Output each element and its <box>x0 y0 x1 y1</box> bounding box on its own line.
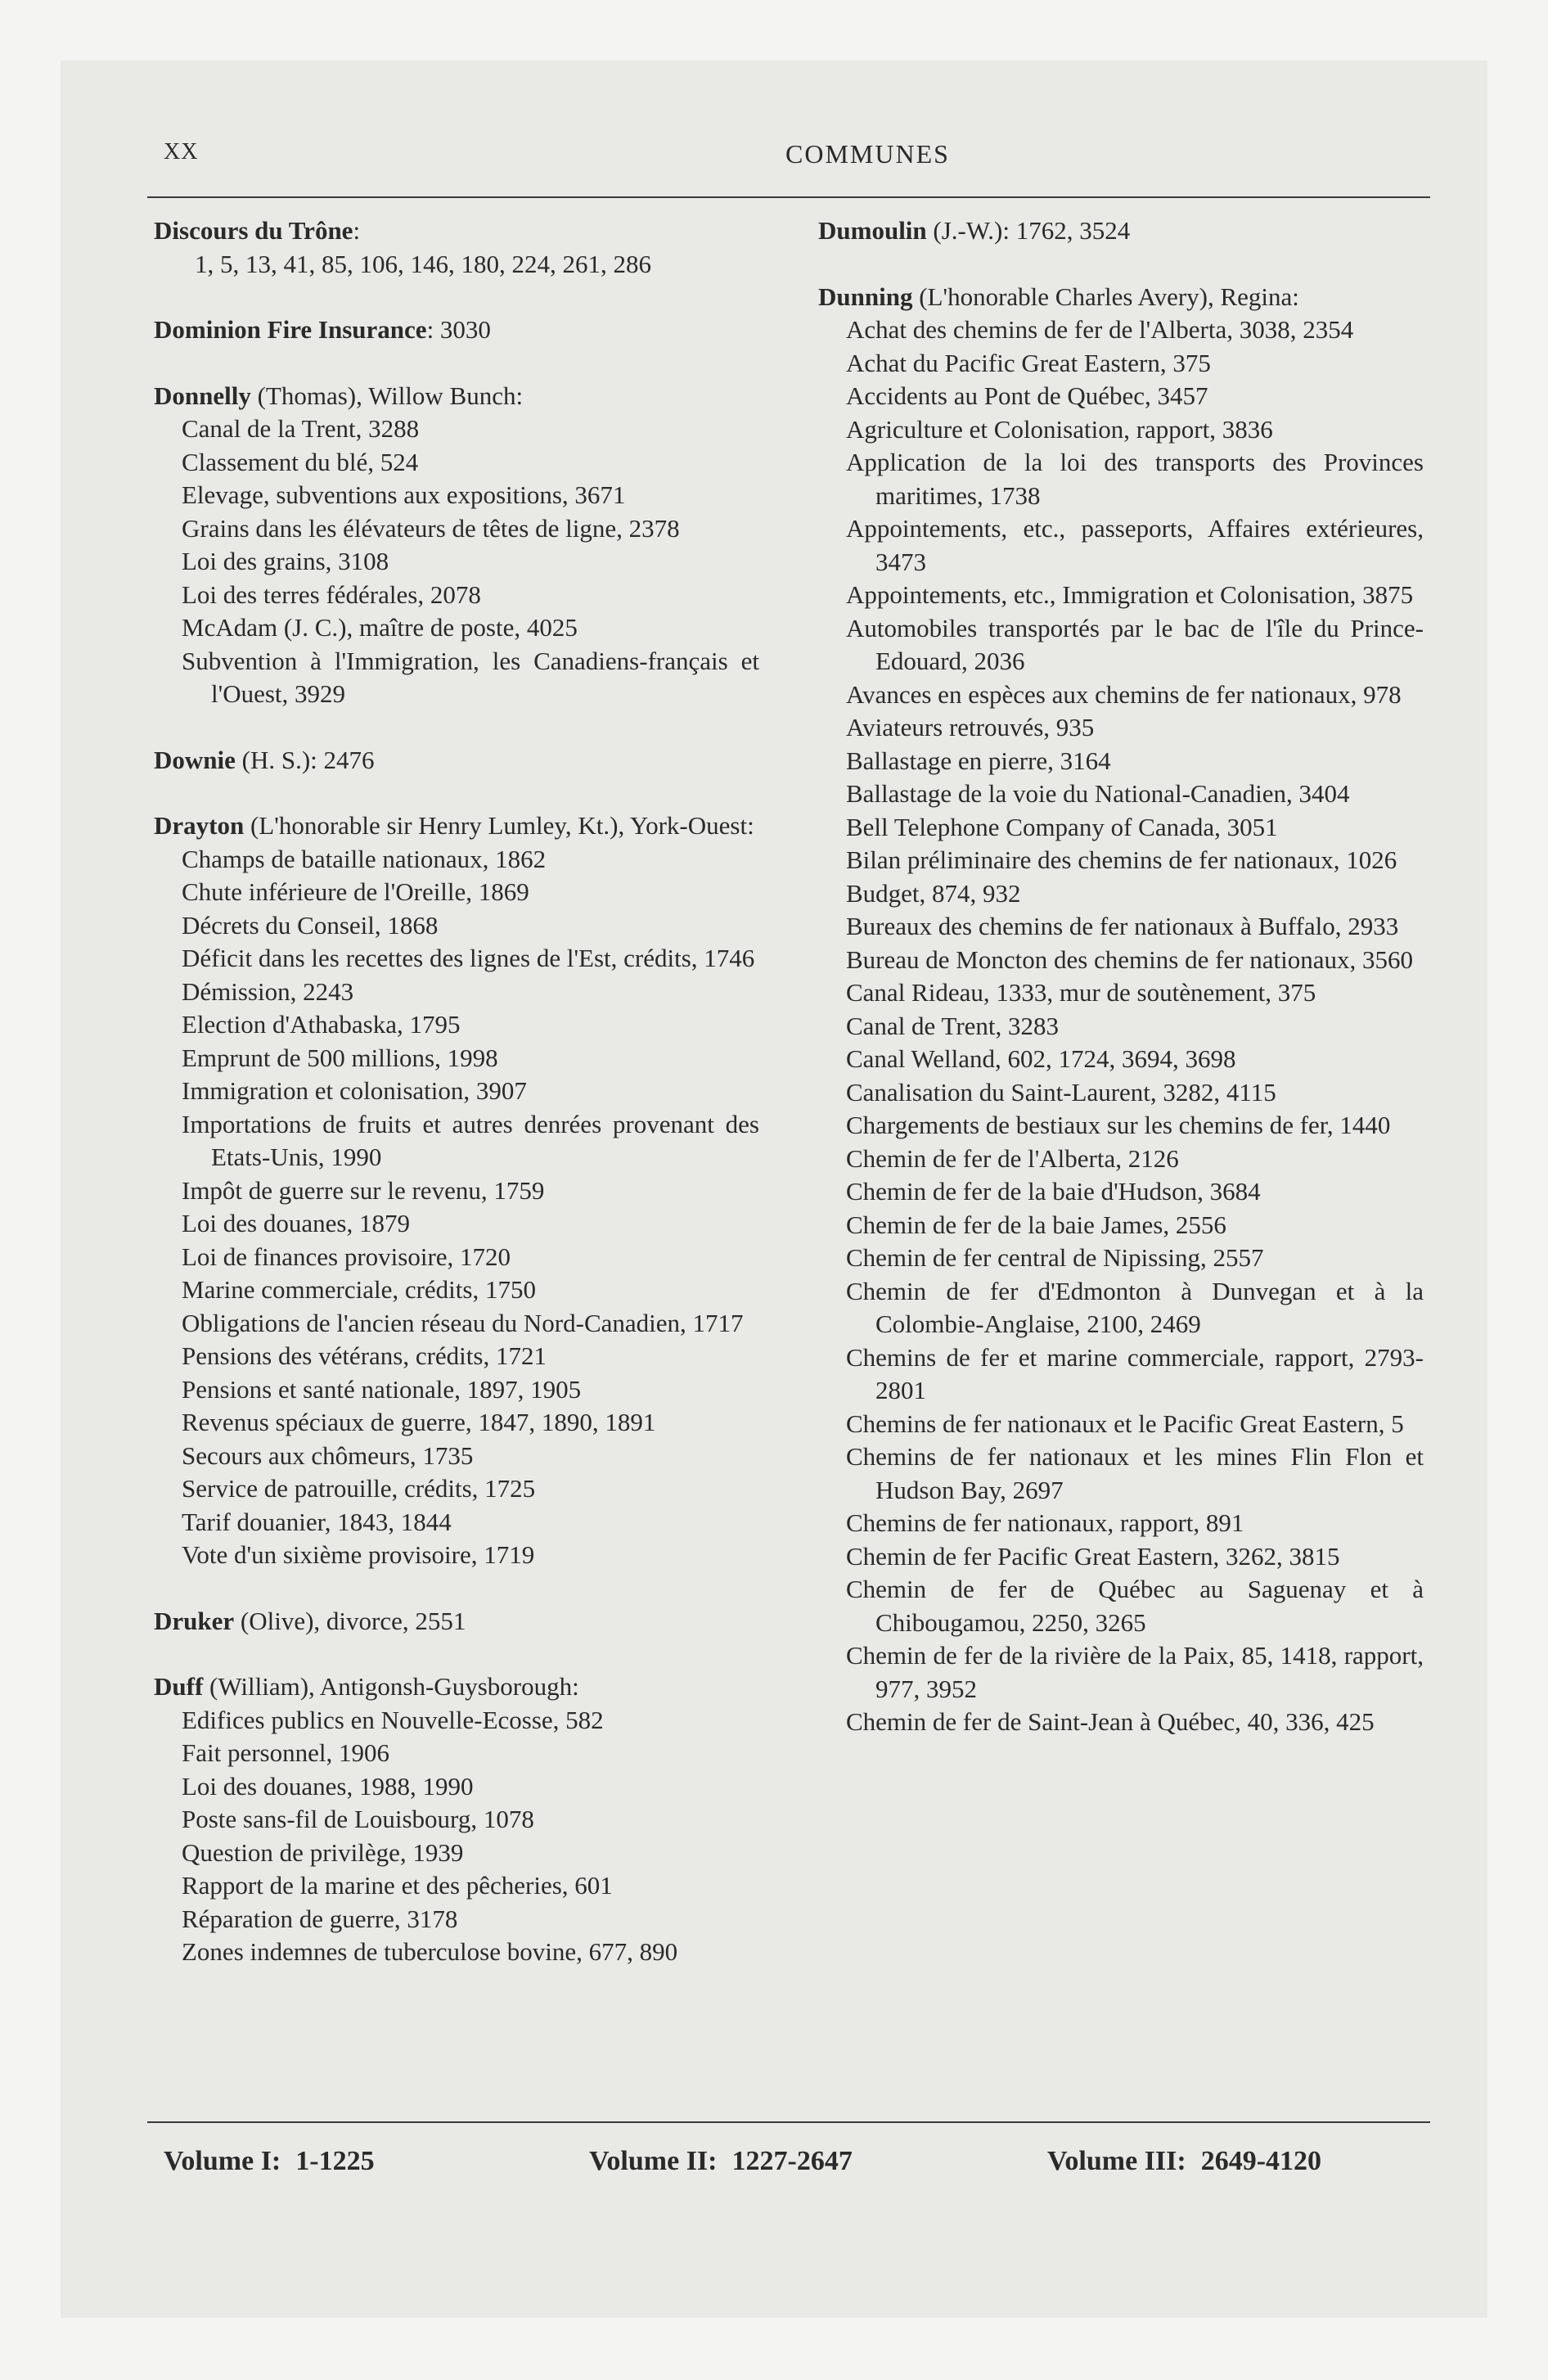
page-number: XX <box>164 139 199 165</box>
subentry: Chemin de fer de la baie d'Hudson, 3684 <box>846 1177 1261 1206</box>
subentry: Ballastage en pierre, 3164 <box>846 746 1111 775</box>
entry-heading <box>154 1605 759 1639</box>
index-entry <box>154 313 759 347</box>
volume-label: Volume II: <box>589 2146 718 2176</box>
entry-detail: (Thomas), Willow Bunch: <box>250 381 524 410</box>
running-title: COMMUNES <box>785 139 950 169</box>
entry-name: Dunning <box>818 282 913 311</box>
subentry: Loi des grains, 3108 <box>182 547 389 575</box>
subentry: Chemin de fer de la baie James, 2556 <box>846 1210 1226 1239</box>
subentry: Chemin de fer de l'Alberta, 2126 <box>846 1143 1179 1173</box>
entry-heading <box>818 281 1424 314</box>
subentry: Canal de la Trent, 3288 <box>182 414 420 443</box>
entry-heading <box>154 313 759 347</box>
entry-heading <box>818 214 1424 248</box>
entry-detail: (J.-W.): 1762, 3524 <box>926 216 1131 245</box>
subentry: Bilan préliminaire des chemins de fer nationaux, 1026 <box>846 845 1397 874</box>
subentry: Chemin de fer central de Nipissing, 2557 <box>846 1243 1264 1272</box>
entry-name: Downie <box>154 745 236 774</box>
footer-rule <box>147 2121 1430 2123</box>
subentry: Chemins de fer nationaux, rapport, 891 <box>846 1508 1244 1537</box>
subentry: Aviateurs retrouvés, 935 <box>846 713 1095 741</box>
subentry: Rapport de la marine et des pêcheries, 601 <box>182 1871 613 1900</box>
footer-volume-3 <box>1047 2146 1336 2177</box>
subentry: Chute inférieure de l'Oreille, 1869 <box>182 877 529 906</box>
subentry: Chemin de fer de Saint-Jean à Québec, 40, 336, 425 <box>846 1707 1375 1736</box>
index-entry <box>154 744 759 778</box>
index-entry <box>154 809 759 1572</box>
subentry: Subvention à l'Immigration, les Canadiens-français et l'Ouest, 3929 <box>182 646 759 708</box>
index-column-left <box>154 214 759 2002</box>
subentry: Fait personnel, 1906 <box>182 1738 389 1767</box>
entry-name: Drayton <box>154 811 245 840</box>
subentry: Pensions des vétérans, crédits, 1721 <box>182 1341 547 1370</box>
entry-detail: : 3030 <box>426 315 491 344</box>
entry-name: Duff <box>154 1672 204 1701</box>
subentry: Ballastage de la voie du National-Canadien, 3404 <box>846 779 1350 808</box>
subentry: Grains dans les élévateurs de têtes de ligne, 2378 <box>182 513 680 543</box>
subentry: Démission, 2243 <box>182 976 354 1006</box>
subentry: Champs de bataille nationaux, 1862 <box>182 844 547 873</box>
entry-detail: (Olive), divorce, 2551 <box>234 1606 466 1635</box>
subentry: Impôt de guerre sur le revenu, 1759 <box>182 1175 545 1205</box>
subentry: Service de patrouille, crédits, 1725 <box>182 1474 536 1503</box>
subentry: Achat du Pacific Great Eastern, 375 <box>846 348 1211 377</box>
index-entry <box>154 1605 759 1639</box>
subentry: Election d'Athabaska, 1795 <box>182 1010 461 1039</box>
subentry: Marine commerciale, crédits, 1750 <box>182 1275 536 1304</box>
subentry: Canal de Trent, 3283 <box>846 1011 1060 1040</box>
footer-volume-2 <box>589 2146 867 2177</box>
header-rule <box>147 196 1430 198</box>
subentry: Secours aux chômeurs, 1735 <box>182 1440 474 1470</box>
subentry: Loi des douanes, 1879 <box>182 1209 410 1237</box>
index-entry <box>154 380 759 711</box>
subentry: Bell Telephone Company of Canada, 3051 <box>846 812 1278 841</box>
entry-heading <box>154 214 759 248</box>
subentry: Chemin de fer de Québec au Saguenay et à Chibougamou, 2250, 3265 <box>846 1575 1424 1637</box>
subentry: Zones indemnes de tuberculose bovine, 677, 890 <box>182 1937 678 1966</box>
entry-detail: (H. S.): 2476 <box>235 745 375 774</box>
subentry: Achat des chemins de fer de l'Alberta, 3038, 2354 <box>846 315 1354 344</box>
entry-detail: (William), Antigonsh-Guysborough: <box>203 1672 579 1701</box>
entry-detail: : <box>353 216 361 245</box>
index-entry <box>154 214 759 281</box>
index-entry <box>818 214 1424 248</box>
entry-heading <box>154 380 759 413</box>
subentry: Chargements de bestiaux sur les chemins de fer, 1440 <box>846 1111 1391 1139</box>
subentry: Canal Welland, 602, 1724, 3694, 3698 <box>846 1044 1236 1073</box>
subentry: Loi des douanes, 1988, 1990 <box>182 1771 474 1801</box>
subentry: Tarif douanier, 1843, 1844 <box>182 1507 452 1536</box>
entry-heading <box>154 1670 759 1704</box>
subentry: Bureaux des chemins de fer nationaux à Buffalo, 2933 <box>846 912 1399 940</box>
subentry: Poste sans-fil de Louisbourg, 1078 <box>182 1805 534 1833</box>
volume-label: Volume III: <box>1047 2146 1186 2176</box>
entry-heading <box>154 744 759 778</box>
subentry: Automobiles transportés par le bac de l'île du Prince-Edouard, 2036 <box>846 613 1424 675</box>
entry-name: Dominion Fire Insurance <box>154 315 427 344</box>
subentry: McAdam (J. C.), maître de poste, 4025 <box>182 613 578 642</box>
entry-references: 1, 5, 13, 41, 85, 106, 146, 180, 224, 261, 286 <box>195 249 651 278</box>
entry-name: Dumoulin <box>818 216 927 245</box>
subentry: Canalisation du Saint-Laurent, 3282, 4115 <box>846 1077 1276 1107</box>
subentry: Chemin de fer d'Edmonton à Dunvegan et à la Colombie-Anglaise, 2100, 2469 <box>846 1276 1424 1338</box>
subentry: Obligations de l'ancien réseau du Nord-Canadien, 1717 <box>182 1308 744 1337</box>
subentry: Appointements, etc., passeports, Affaires extérieures, 3473 <box>846 514 1424 576</box>
footer-volume-1 <box>164 2146 389 2177</box>
entry-name: Discours du Trône <box>154 216 353 245</box>
index-entry <box>154 1670 759 1969</box>
subentry: Réparation de guerre, 3178 <box>182 1904 458 1933</box>
subentry: Chemin de fer de la rivière de la Paix, 85, 1418, rapport, 977, 3952 <box>846 1641 1424 1703</box>
subentry: Accidents au Pont de Québec, 3457 <box>846 381 1208 410</box>
subentry: Edifices publics en Nouvelle-Ecosse, 582 <box>182 1705 604 1734</box>
subentry: Application de la loi des transports des Provinces maritimes, 1738 <box>846 448 1424 510</box>
subentry: Chemins de fer et marine commerciale, rapport, 2793-2801 <box>846 1342 1424 1404</box>
subentry: Immigration et colonisation, 3907 <box>182 1076 527 1105</box>
subentry: Emprunt de 500 millions, 1998 <box>182 1043 498 1072</box>
volume-range: 1227-2647 <box>731 2146 853 2176</box>
subentry: Agriculture et Colonisation, rapport, 3836 <box>846 414 1273 444</box>
subentry: Décrets du Conseil, 1868 <box>182 910 439 940</box>
subentry: Loi des terres fédérales, 2078 <box>182 579 481 609</box>
subentry: Importations de fruits et autres denrées provenant des Etats-Unis, 1990 <box>182 1109 759 1171</box>
volume-footer <box>164 2146 1424 2187</box>
subentry: Déficit dans les recettes des lignes de l'Est, crédits, 1746 <box>182 944 755 972</box>
subentry: Budget, 874, 932 <box>846 878 1021 908</box>
entry-detail: (L'honorable sir Henry Lumley, Kt.), York-Ouest: <box>244 811 754 840</box>
subentry: Vote d'un sixième provisoire, 1719 <box>182 1540 535 1569</box>
subentry: Chemin de fer Pacific Great Eastern, 3262, 3815 <box>846 1541 1340 1571</box>
subentry: Elevage, subventions aux expositions, 3671 <box>182 480 626 509</box>
entry-heading <box>154 809 759 843</box>
volume-label: Volume I: <box>164 2146 281 2176</box>
subentry: Question de privilège, 1939 <box>182 1837 464 1867</box>
subentry: Loi de finances provisoire, 1720 <box>182 1242 511 1271</box>
index-column-right <box>818 214 1424 1772</box>
subentry: Bureau de Moncton des chemins de fer nationaux, 3560 <box>846 944 1414 974</box>
subentry: Chemins de fer nationaux et le Pacific Great Eastern, 5 <box>846 1409 1404 1438</box>
entry-name: Donnelly <box>154 381 251 410</box>
subentry: Revenus spéciaux de guerre, 1847, 1890, 1891 <box>182 1408 656 1436</box>
index-entry <box>818 281 1424 1739</box>
page-header <box>106 139 1432 172</box>
volume-range: 2649-4120 <box>1200 2146 1322 2176</box>
subentry: Classement du blé, 524 <box>182 447 419 476</box>
subentry: Avances en espèces aux chemins de fer nationaux, 978 <box>846 679 1402 709</box>
subentry: Appointements, etc., Immigration et Colonisation, 3875 <box>846 580 1414 609</box>
entry-name: Druker <box>154 1606 235 1635</box>
subentry: Chemins de fer nationaux et les mines Flin Flon et Hudson Bay, 2697 <box>846 1442 1424 1504</box>
volume-range: 1-1225 <box>295 2146 375 2176</box>
subentry: Canal Rideau, 1333, mur de soutènement, 375 <box>846 978 1316 1007</box>
entry-detail: (L'honorable Charles Avery), Regina: <box>912 282 1299 311</box>
subentry: Pensions et santé nationale, 1897, 1905 <box>182 1374 582 1404</box>
